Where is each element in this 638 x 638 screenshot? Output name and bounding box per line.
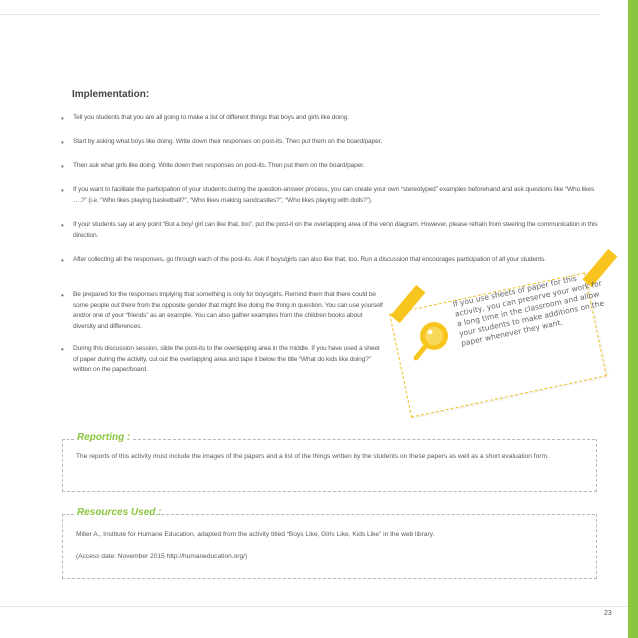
- magnifier-icon: [412, 318, 452, 362]
- reporting-title: Reporting :: [77, 432, 131, 443]
- bullet-marker: •: [61, 221, 64, 230]
- resources-rule-left: [62, 514, 74, 515]
- tip-note-text: If you use sheets of paper for this activity, you can preserve your work for a long time in the classroom and allow your students to make additions on the paper whenever they want.: [452, 273, 605, 348]
- list-item: After collecting all the responses, go through each of the post-its. Ask if boys/girls can also like that, too. Run a discussion that encourages participation of all your students.: [73, 256, 546, 263]
- list-item: During this discussion session, slide the post-its to the overlapping area in the middle. If you have used a sheet of paper during the activity, cut out the overlapping area and tape it below the title “What do kids like doing?” written on the paper/board.: [73, 345, 380, 374]
- list-item: Tell you students that you are all going to make a list of different things that boys and girls like doing.: [73, 114, 349, 121]
- page-edge-bar: [628, 0, 638, 638]
- bullet-marker: •: [61, 114, 64, 123]
- bullet-marker: •: [61, 345, 64, 354]
- list-item: If you want to facilitate the participation of your students during the question-answer process, you can create your own “stereotyped” examples beforehand and ask questions like “Who likes ….?” (i.e. “Who likes playing basketball?”, “Who likes making sandcastles?”, “Who likes playing with dolls?”).: [73, 186, 595, 204]
- top-divider: [0, 14, 600, 15]
- resources-title: Resources Used :: [77, 507, 162, 518]
- bullet-marker: •: [61, 256, 64, 265]
- bullet-marker: •: [61, 138, 64, 147]
- bullet-marker: •: [61, 186, 64, 195]
- resources-box: [62, 514, 597, 579]
- bullet-marker: •: [61, 291, 64, 300]
- list-item: If your students say at any point “But a boy/ girl can like that, too”, put the post-it on the overlapping area of the venn diagram. However, please refrain from steering the communication in this direction.: [73, 221, 598, 239]
- resources-citation: Miller A., Institute for Humane Education, adapted from the activity titled “Boys Like, Girls Like, Kids Like” in the web library.: [76, 531, 435, 538]
- resources-access-date: (Access date: November 2015 http://humaneducation.org/): [76, 553, 248, 560]
- list-item: Then ask what girls like doing. Write down their responses on post-its. Then put them on the board/paper.: [73, 162, 365, 169]
- bottom-divider: [0, 606, 628, 607]
- reporting-box: [62, 439, 597, 492]
- reporting-rule-left: [62, 439, 74, 440]
- implementation-heading: Implementation:: [72, 89, 150, 100]
- list-item: Be prepared for the responses implying that something is only for boys/girls. Remind them that there could be some people out there from the opposite gender that might like doing the thing in question. You can use yourself and/or one of your “friends” as an example. You can also gather examples from the children books about diversity and differences.: [73, 291, 383, 330]
- page-number: 23: [604, 610, 612, 617]
- reporting-text: The reports of this activity must include the images of the papers and a list of the things written by the students on these papers as well as a short evaluation form.: [76, 453, 549, 460]
- bullet-marker: •: [61, 162, 64, 171]
- list-item: Start by asking what boys like doing. Write down their responses on post-its. Then put them on the board/paper.: [73, 138, 382, 145]
